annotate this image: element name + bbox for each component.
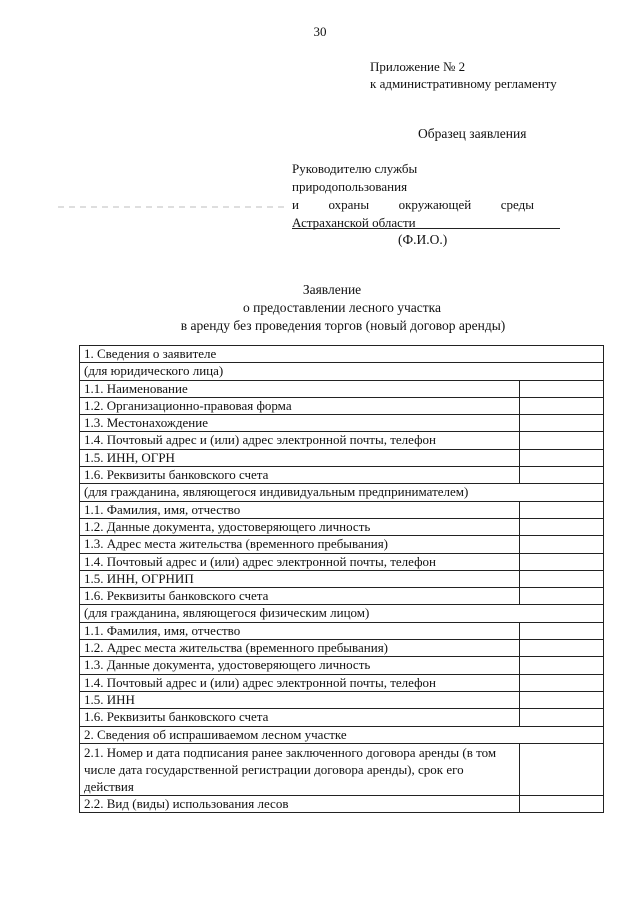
field-label-cell: 1.2. Данные документа, удостоверяющего личность xyxy=(80,518,520,535)
field-label-cell: 1.4. Почтовый адрес и (или) адрес электронной почты, телефон xyxy=(80,553,520,570)
table-row xyxy=(80,709,604,726)
table-row xyxy=(80,691,604,708)
field-value-cell[interactable] xyxy=(520,553,604,570)
field-value-cell[interactable] xyxy=(520,432,604,449)
field-label-cell: 1.2. Организационно-правовая форма xyxy=(80,397,520,414)
addressee-word: окружающей xyxy=(398,197,472,212)
section-header-cell: 1. Сведения о заявителе xyxy=(80,346,604,363)
field-label-cell: 1.6. Реквизиты банковского счета xyxy=(80,467,520,484)
heading-title: Заявление xyxy=(302,282,362,297)
heading-line-2: о предоставлении лесного участка xyxy=(242,300,442,315)
table-row xyxy=(80,657,604,674)
fio-signature-line[interactable] xyxy=(292,228,560,229)
addressee-word: среды xyxy=(500,197,534,212)
field-label-cell: 1.5. ИНН xyxy=(80,691,520,708)
field-label-cell: 1.3. Адрес места жительства (временного пребывания) xyxy=(80,536,520,553)
addressee-line-2 xyxy=(292,196,534,214)
field-label-cell: 1.1. Наименование xyxy=(80,380,520,397)
scan-artifact xyxy=(58,206,288,208)
table-row xyxy=(80,570,604,587)
table-row xyxy=(80,415,604,432)
appendix-line-1: Приложение № 2 xyxy=(370,59,466,74)
addressee-word: охраны xyxy=(328,197,370,212)
appendix-line-2: к административному регламенту xyxy=(370,76,557,91)
table-row xyxy=(80,536,604,553)
section-header-cell: 2. Сведения об испрашиваемом лесном участке xyxy=(80,726,604,743)
field-label-cell: 1.4. Почтовый адрес и (или) адрес электронной почты, телефон xyxy=(80,674,520,691)
appendix-note xyxy=(370,58,557,92)
table-row xyxy=(80,518,604,535)
field-value-cell[interactable] xyxy=(520,380,604,397)
field-label-cell: 1.5. ИНН, ОГРН xyxy=(80,449,520,466)
section-header-cell: (для гражданина, являющегося индивидуальным предпринимателем) xyxy=(80,484,604,501)
table-row xyxy=(80,484,604,501)
table-row xyxy=(80,432,604,449)
table-row xyxy=(80,501,604,518)
field-value-cell[interactable] xyxy=(520,674,604,691)
field-label-cell: 2.1. Номер и дата подписания ранее заключенного договора аренды (в том числе дата государственной регистрации договора аренды), срок его действия xyxy=(80,743,520,795)
field-label-cell: 1.6. Реквизиты банковского счета xyxy=(80,588,520,605)
table-row xyxy=(80,726,604,743)
field-label-cell: 1.3. Местонахождение xyxy=(80,415,520,432)
table-row xyxy=(80,640,604,657)
table-row xyxy=(80,363,604,380)
addressee-word: и xyxy=(292,197,299,212)
table-row xyxy=(80,622,604,639)
field-value-cell[interactable] xyxy=(520,536,604,553)
table-row xyxy=(80,743,604,795)
field-value-cell[interactable] xyxy=(520,691,604,708)
heading-line-3: в аренду без проведения торгов (новый договор аренды) xyxy=(180,318,506,333)
table-row xyxy=(80,397,604,414)
table-row xyxy=(80,795,604,812)
field-value-cell[interactable] xyxy=(520,397,604,414)
table-row xyxy=(80,449,604,466)
fio-label: (Ф.И.О.) xyxy=(398,232,448,247)
addressee-line-1: Руководителю службы природопользования xyxy=(292,161,418,194)
field-label-cell: 1.2. Адрес места жительства (временного пребывания) xyxy=(80,640,520,657)
table-row xyxy=(80,467,604,484)
table-row xyxy=(80,605,604,622)
field-label-cell: 1.3. Данные документа, удостоверяющего личность xyxy=(80,657,520,674)
field-label-cell: 1.6. Реквизиты банковского счета xyxy=(80,709,520,726)
field-label-cell: 1.5. ИНН, ОГРНИП xyxy=(80,570,520,587)
field-value-cell[interactable] xyxy=(520,467,604,484)
sample-label: Образец заявления xyxy=(418,126,527,141)
table-row xyxy=(80,380,604,397)
table-row xyxy=(80,553,604,570)
table-row xyxy=(80,674,604,691)
field-value-cell[interactable] xyxy=(520,709,604,726)
table-row xyxy=(80,346,604,363)
application-form-table xyxy=(79,345,604,813)
field-value-cell[interactable] xyxy=(520,588,604,605)
field-value-cell[interactable] xyxy=(520,415,604,432)
field-label-cell: 1.1. Фамилия, имя, отчество xyxy=(80,501,520,518)
section-header-cell: (для гражданина, являющегося физическим лицом) xyxy=(80,605,604,622)
field-label-cell: 1.4. Почтовый адрес и (или) адрес электронной почты, телефон xyxy=(80,432,520,449)
field-label-cell: 1.1. Фамилия, имя, отчество xyxy=(80,622,520,639)
table-row xyxy=(80,588,604,605)
page-number: 30 xyxy=(313,24,327,39)
field-value-cell[interactable] xyxy=(520,795,604,812)
addressee-line-3: Астраханской области xyxy=(292,215,416,230)
field-value-cell[interactable] xyxy=(520,743,604,795)
document-heading xyxy=(0,281,640,335)
field-label-cell: 2.2. Вид (виды) использования лесов xyxy=(80,795,520,812)
field-value-cell[interactable] xyxy=(520,501,604,518)
field-value-cell[interactable] xyxy=(520,622,604,639)
field-value-cell[interactable] xyxy=(520,449,604,466)
field-value-cell[interactable] xyxy=(520,657,604,674)
field-value-cell[interactable] xyxy=(520,570,604,587)
field-value-cell[interactable] xyxy=(520,518,604,535)
field-value-cell[interactable] xyxy=(520,640,604,657)
section-header-cell: (для юридического лица) xyxy=(80,363,604,380)
addressee-block xyxy=(292,160,534,232)
